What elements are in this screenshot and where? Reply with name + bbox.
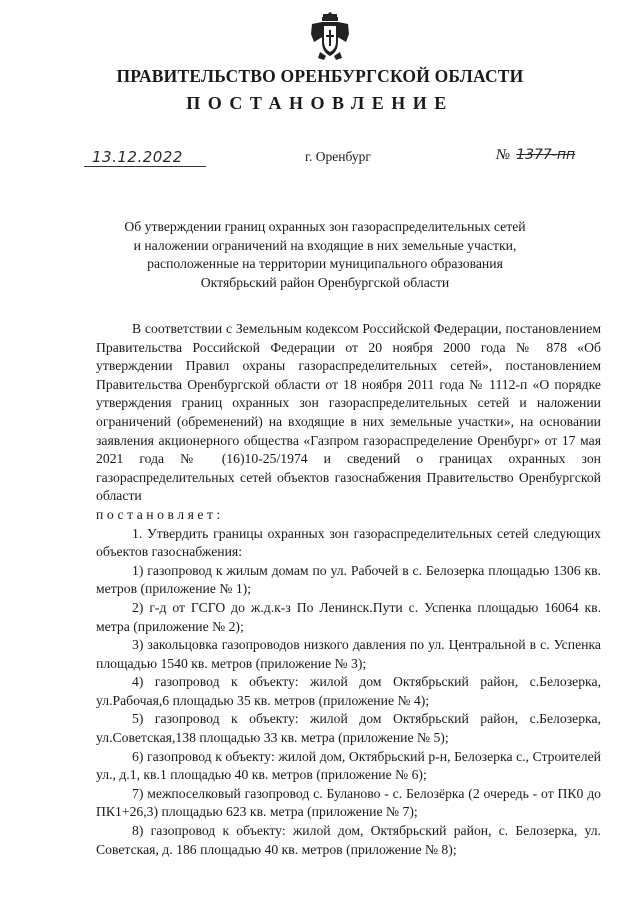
list-item: 6) газопровод к объекту: жилой дом, Октябрьский р-н, Белозерка с., Строителей ул., д.1, кв.1 площадью 40 кв. метров (приложение № 6);: [96, 748, 601, 783]
list-item: 4) газопровод к объекту: жилой дом Октябрьский район, с.Белозерка, ул.Рабочая,6 площадью 35 кв. метров (приложение № 4);: [96, 674, 601, 708]
subject-line: и наложении ограничений на входящие в них земельные участки,: [133, 237, 517, 253]
clause-1: 1. Утвердить границы охранных зон газораспределительных сетей следующих объектов газоснабжения:: [96, 525, 601, 560]
city: г. Оренбург: [305, 149, 371, 164]
list-item: 8) газопровод к объекту: жилой дом, Октябрьский район, с. Белозерка, ул. Советская, д. 186 площадью 40 кв. метров (приложение № 8);: [96, 823, 601, 857]
document-type: ПОСТАНОВЛЕНИЕ: [186, 93, 454, 113]
subject-line: Октябрьский район Оренбургской области: [200, 274, 450, 290]
object-list: [96, 562, 601, 860]
resolves-keyword: постановляет:: [96, 506, 224, 522]
government-title: ПРАВИТЕЛЬСТВО ОРЕНБУРГСКОЙ ОБЛАСТИ: [116, 66, 524, 86]
subject-line: расположенные на территории муниципального образования: [147, 256, 503, 271]
document-number: [496, 146, 575, 164]
orenburg-coat-of-arms-icon: [310, 12, 350, 62]
list-item: 3) закольцовка газопроводов низкого давления по ул. Центральной в с. Успенка площадью 1540 кв. метров (приложение № 3);: [96, 637, 601, 671]
number-value: 1377-пп: [516, 147, 576, 163]
date-underline: [84, 166, 206, 167]
document-date: [84, 148, 206, 168]
subject-line: Об утверждении границ охранных зон газораспределительных сетей: [124, 219, 526, 234]
document-subject: [90, 218, 560, 292]
preamble-paragraph: В соответствии с Земельным кодексом Российской Федерации, постановлением Правительства Российской Федерации от 20 ноября 2000 года № 878 «Об утверждении Правил охраны газораспределительных сетей», постановлением Правительства Оренбургской области от 18 ноября 2011 года № 1112-п «О порядке утверждения границ охранных зон газораспределительных сетей и наложении ограничений (обременений) на входящие в них земельные участки», на основании заявления акционерного общества «Газпром газораспределение Оренбург» от 17 мая 2021 года № (16)10-25/1974 и сведений о границах охранных зон газораспределительных сетей объектов газоснабжения Правительство Оренбургской области: [96, 321, 601, 504]
list-item: 5) газопровод к объекту: жилой дом Октябрьский район, с.Белозерка, ул.Советская,138 площадью 33 кв. метра (приложение № 5);: [96, 711, 601, 746]
number-label: №: [496, 147, 511, 163]
document-body: [96, 320, 601, 859]
list-item: 7) межпоселковый газопровод с. Буланово - с. Белозёрка (2 очередь - от ПК0 до ПК1+26,3) площадью 623 кв. метра (приложение № 7);: [96, 785, 601, 820]
list-item: 1) газопровод к жилым домам по ул. Рабочей в с. Белозерка площадью 1306 кв. метров (приложение № 1);: [96, 562, 601, 597]
date-value: 13.12.2022: [92, 148, 183, 166]
list-item: 2) г-д от ГСГО до ж.д.к-з По Ленинск.Пути с. Успенка площадью 16064 кв. метра (приложение № 2);: [96, 599, 601, 634]
